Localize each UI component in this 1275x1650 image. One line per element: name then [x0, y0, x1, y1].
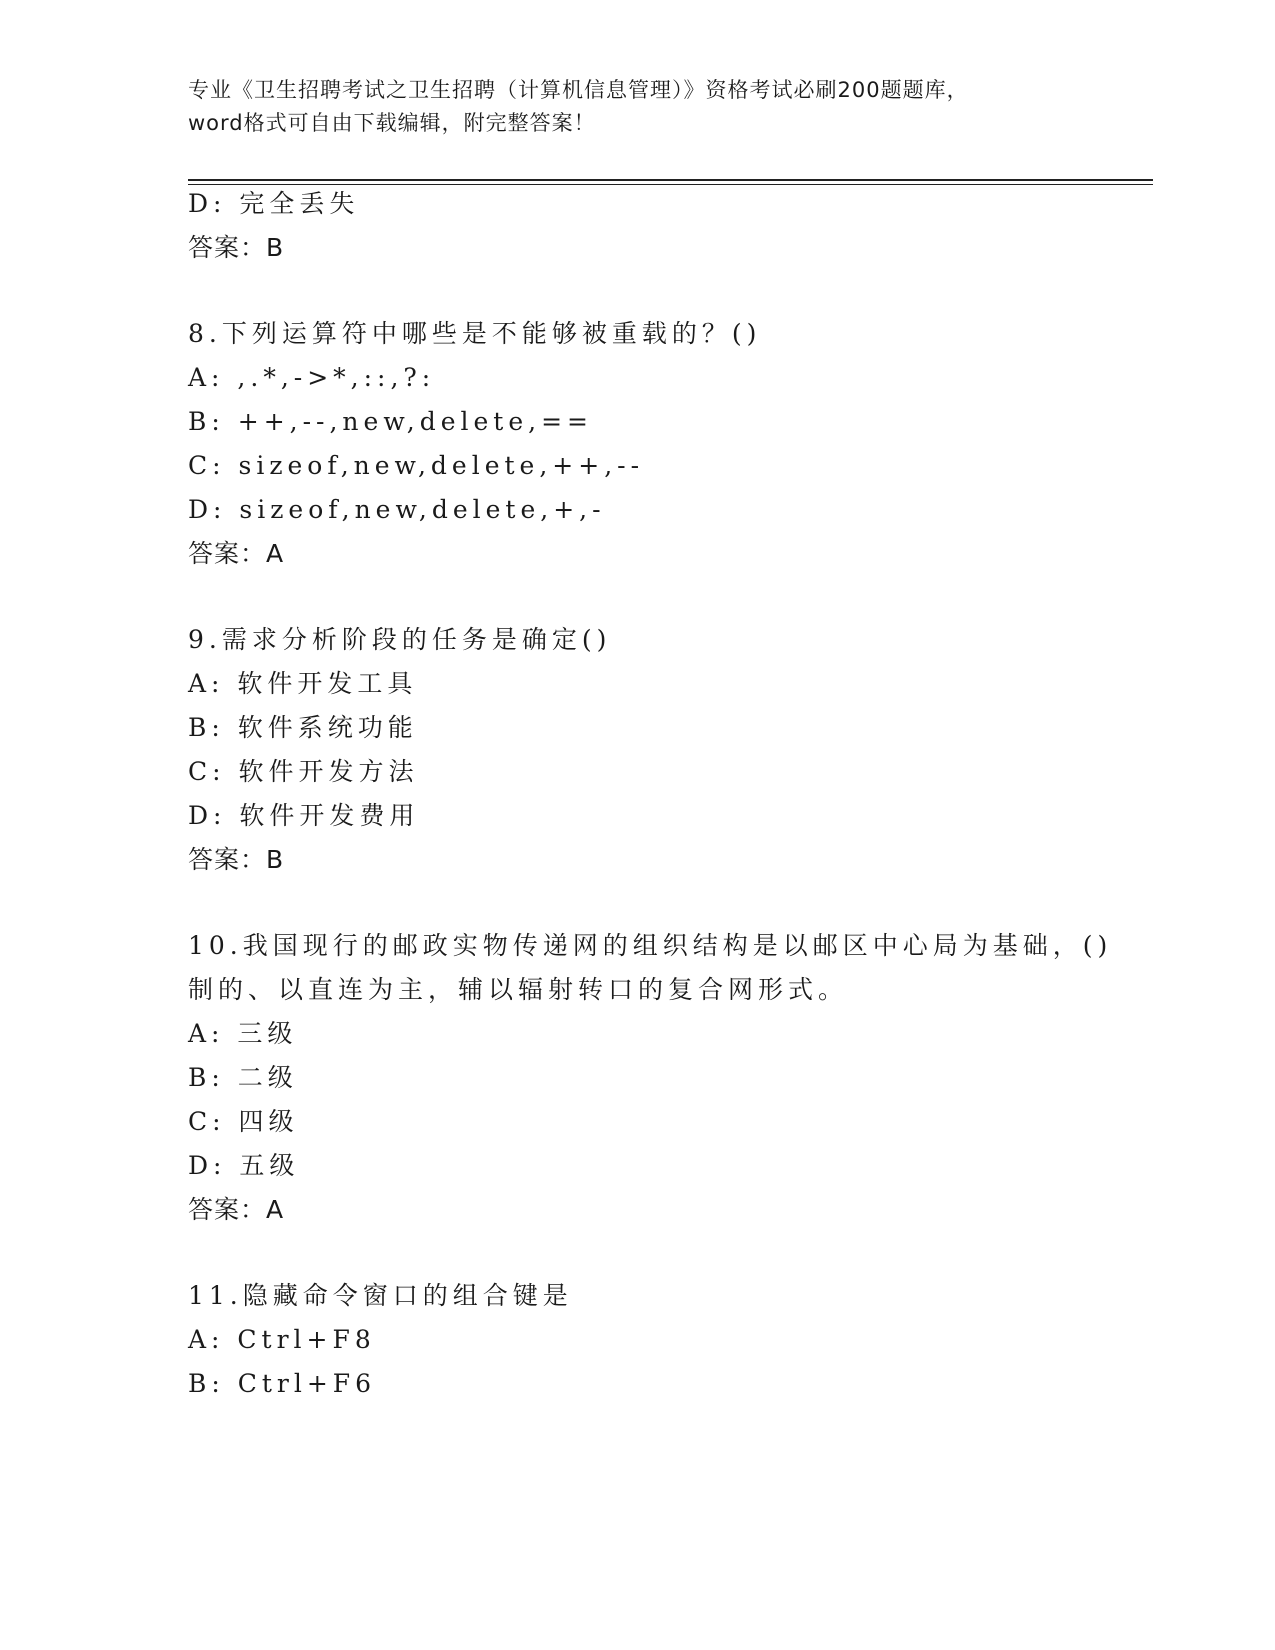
q8-stem: 8.下列运算符中哪些是不能够被重载的？(): [188, 319, 762, 348]
prev-answer: 答案：B: [188, 233, 285, 262]
q8-answer: 答案：A: [188, 539, 285, 568]
document-header: [188, 74, 1088, 140]
q8-option-a: A: ,.*,->*,::,?:: [188, 363, 436, 392]
q9-option-c: C: 软件开发方法: [188, 757, 419, 786]
header-line-2: word格式可自由下载编辑，附完整答案！: [188, 111, 596, 135]
q9-answer: 答案：B: [188, 845, 285, 874]
q9-option-b: B: 软件系统功能: [188, 713, 418, 742]
q8-option-d: D: sizeof,new,delete,+,-: [188, 495, 606, 524]
q10-option-b: B: 二级: [188, 1063, 298, 1092]
q9-option-a: A: 软件开发工具: [188, 669, 418, 698]
q11-option-a: A: Ctrl+F8: [188, 1325, 376, 1354]
header-divider-thin: [188, 184, 1153, 185]
q8-option-b: B: ++,--,new,delete,==: [188, 407, 593, 436]
q10-option-d: D: 五级: [188, 1151, 300, 1180]
q9-stem: 9.需求分析阶段的任务是确定(): [188, 625, 612, 654]
q10-answer: 答案：A: [188, 1195, 285, 1224]
q10-option-a: A: 三级: [188, 1019, 298, 1048]
q8-option-c: C: sizeof,new,delete,++,--: [188, 451, 645, 480]
header-line-1: 专业《卫生招聘考试之卫生招聘（计算机信息管理）》资格考试必刷200题题库，: [188, 78, 969, 102]
q10-option-c: C: 四级: [188, 1107, 299, 1136]
q9-option-d: D: 软件开发费用: [188, 801, 420, 830]
header-divider-thick: [188, 179, 1153, 181]
q11-option-b: B: Ctrl+F6: [188, 1369, 377, 1398]
q11-stem: 11.隐藏命令窗口的组合键是: [188, 1281, 573, 1310]
q10-stem-line-2: 制的、以直连为主，辅以辐射转口的复合网形式。: [188, 975, 849, 1004]
q10-stem-line-1: 10.我国现行的邮政实物传递网的组织结构是以邮区中心局为基础，(): [188, 931, 1113, 960]
prev-option-d: D: 完全丢失: [188, 189, 360, 218]
